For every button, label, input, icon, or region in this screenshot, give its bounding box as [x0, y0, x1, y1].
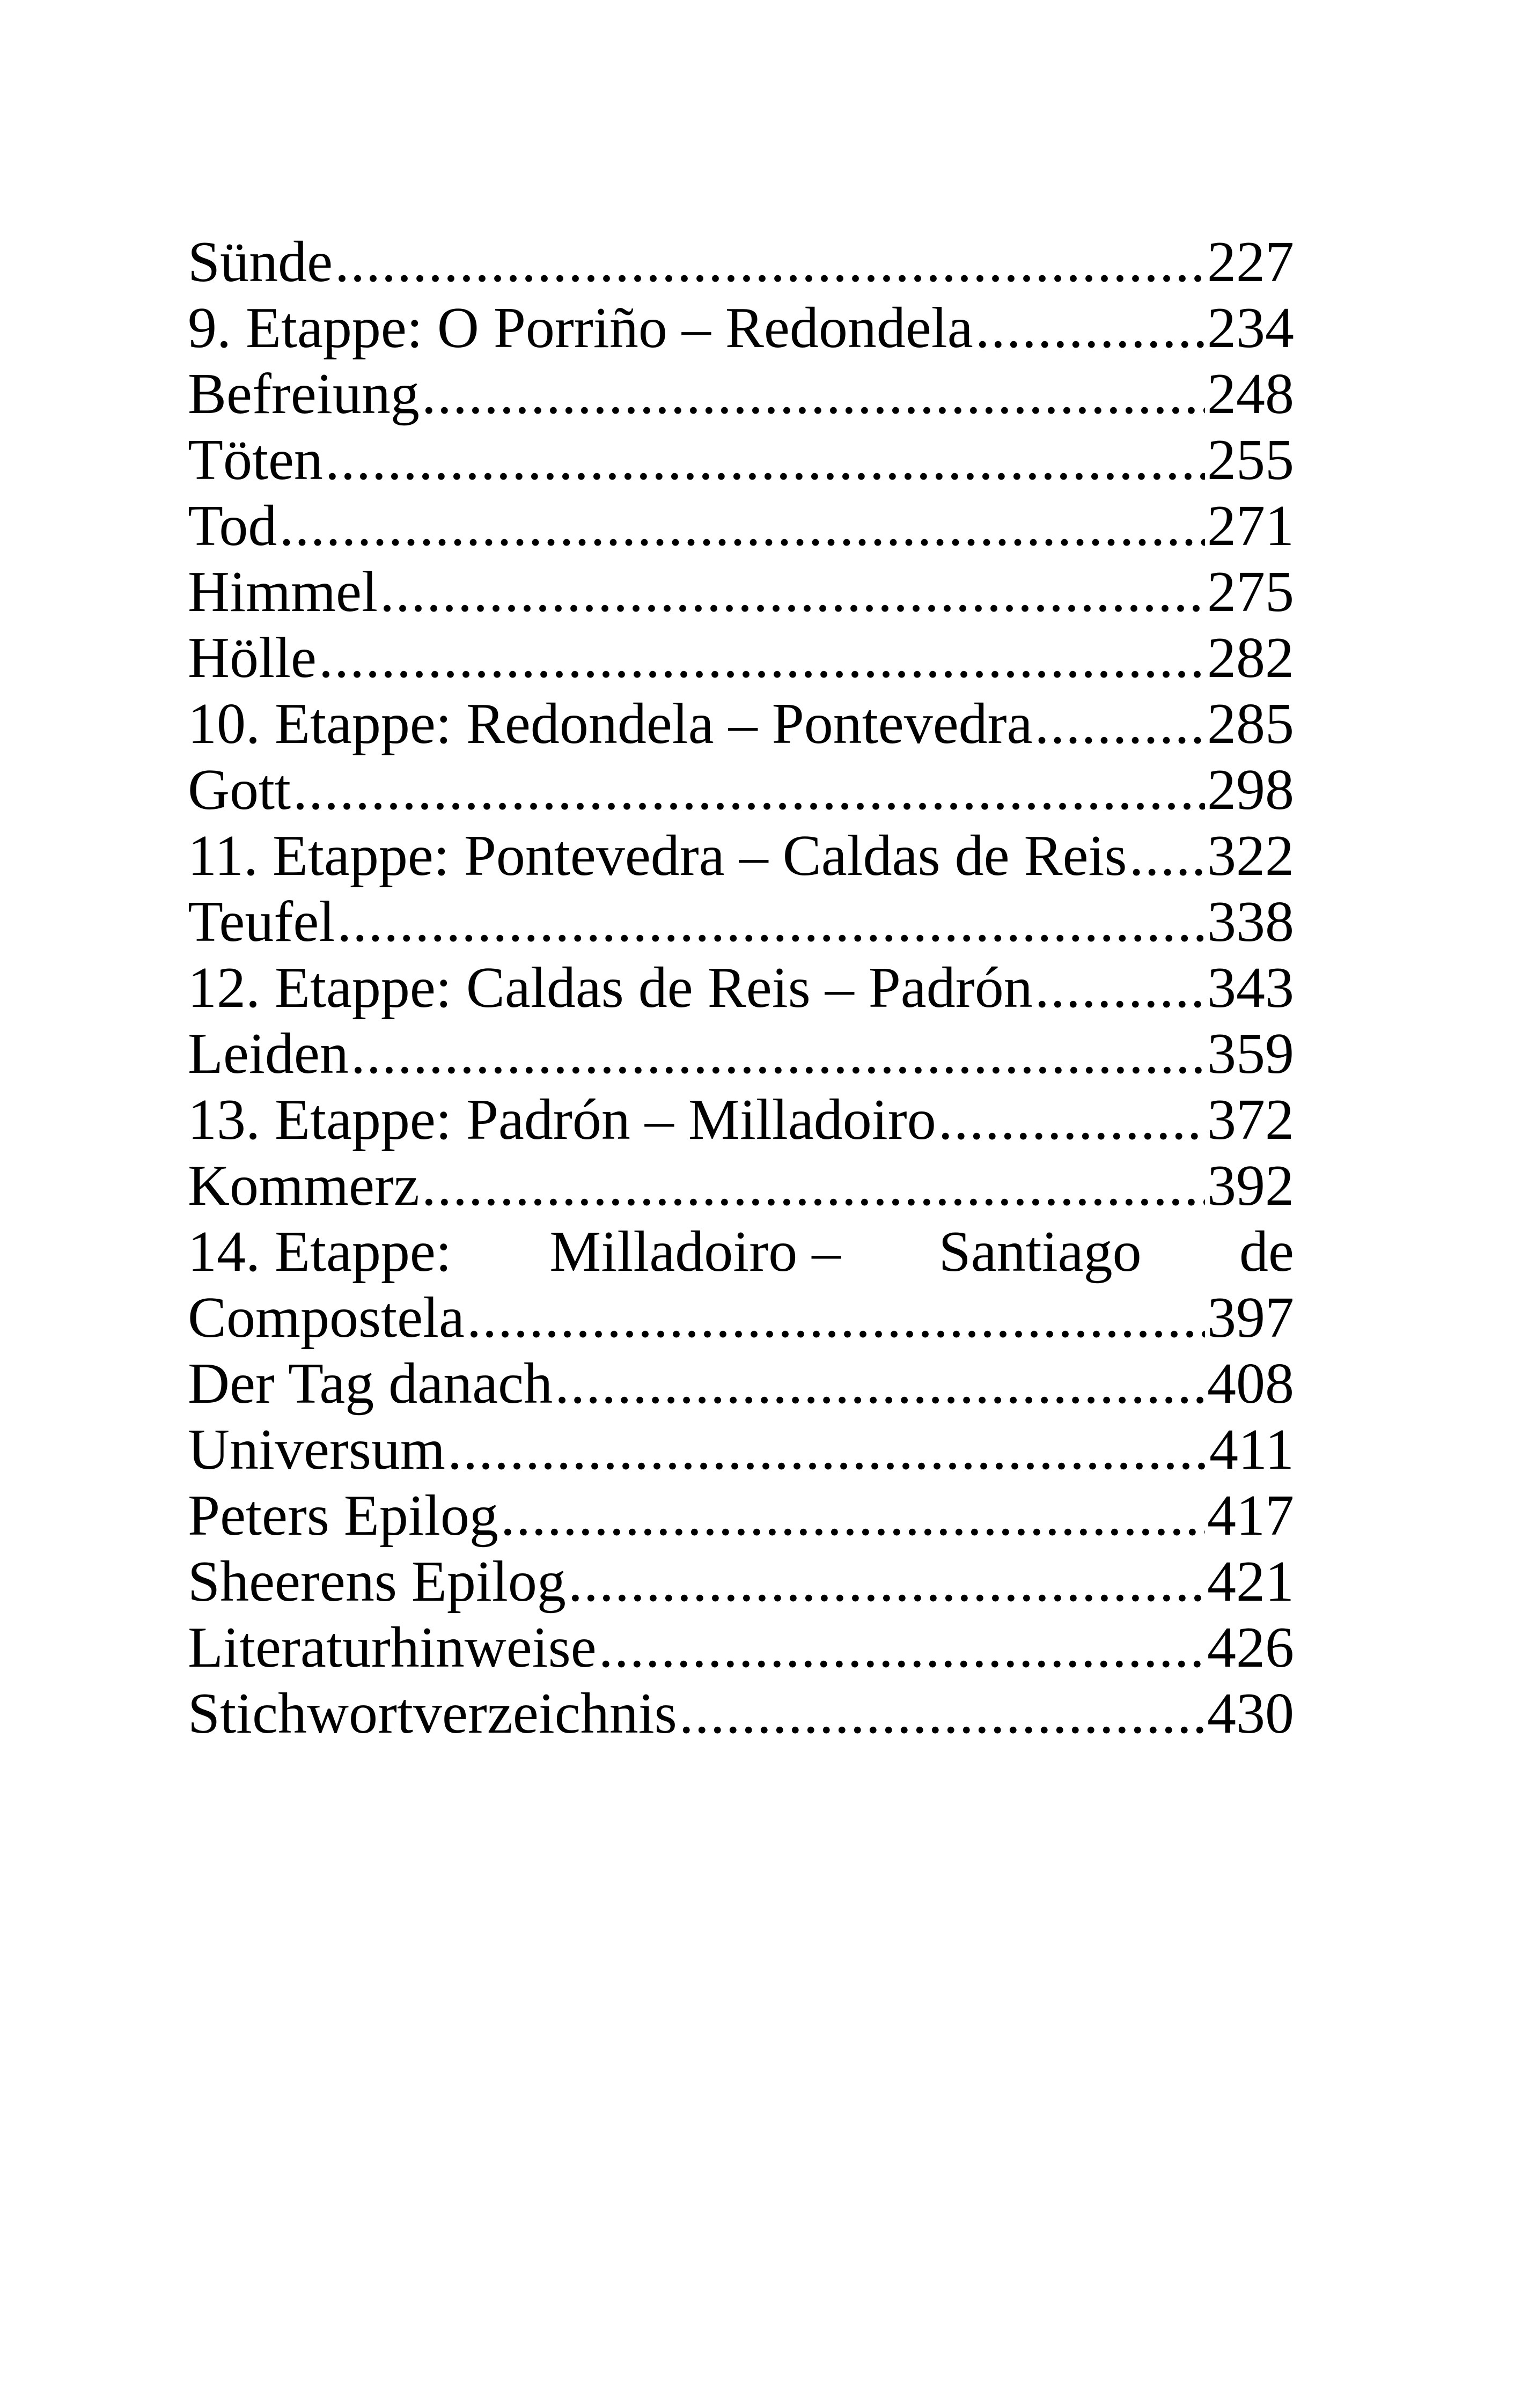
toc-entry — [188, 1087, 1294, 1153]
toc-leader-dots — [422, 1153, 1205, 1219]
toc-entry — [188, 1021, 1294, 1087]
toc-leader-dots — [599, 1615, 1205, 1681]
toc-entry-title: Der Tag danach — [188, 1352, 553, 1416]
toc-entry-page: 255 — [1207, 428, 1294, 492]
toc-entry-title: 9. Etappe: O Porriño – Redondela — [188, 296, 973, 360]
toc-entry-title: Universum — [188, 1418, 445, 1482]
toc-entry — [188, 1351, 1294, 1417]
toc-entry-word: Milladoiro – — [549, 1220, 841, 1284]
toc-entry-page: 411 — [1209, 1418, 1294, 1482]
toc-leader-dots — [501, 1483, 1205, 1549]
toc-entry-page: 322 — [1207, 824, 1294, 888]
toc-leader-dots — [279, 493, 1205, 559]
toc-entry-title: Teufel — [188, 890, 335, 954]
toc-entry-page: 234 — [1207, 296, 1294, 360]
toc-entry — [188, 823, 1294, 889]
toc-entry — [188, 229, 1294, 295]
toc-leader-dots — [351, 1021, 1205, 1087]
toc-leader-dots — [568, 1549, 1205, 1615]
toc-entry — [188, 1417, 1294, 1483]
toc-entry-page: 421 — [1207, 1550, 1294, 1614]
toc-entry-page: 343 — [1207, 956, 1294, 1020]
toc-entry-page: 397 — [1207, 1286, 1294, 1350]
toc-entry-page: 298 — [1207, 758, 1294, 822]
toc-entry-title: Sheerens Epilog — [188, 1550, 566, 1614]
toc-entry — [188, 889, 1294, 955]
table-of-contents — [188, 229, 1294, 1747]
toc-leader-dots — [975, 295, 1205, 361]
toc-leader-dots — [1035, 691, 1205, 757]
toc-entry-wrapped-line — [188, 1219, 1294, 1285]
toc-leader-dots — [337, 889, 1205, 955]
toc-entry-title: Töten — [188, 428, 323, 492]
toc-entry-page: 338 — [1207, 890, 1294, 954]
toc-entry-title: 12. Etappe: Caldas de Reis – Padrón — [188, 956, 1033, 1020]
toc-leader-dots — [335, 229, 1205, 295]
toc-entry-title: Gott — [188, 758, 291, 822]
toc-entry — [188, 955, 1294, 1021]
toc-entry-page: 285 — [1207, 692, 1294, 756]
toc-entry-title: Sünde — [188, 230, 333, 294]
toc-entry — [188, 1615, 1294, 1681]
toc-leader-dots — [938, 1087, 1205, 1153]
toc-entry-page: 282 — [1207, 626, 1294, 690]
toc-leader-dots — [293, 757, 1205, 823]
toc-entry-page: 417 — [1207, 1484, 1294, 1548]
toc-entry — [188, 1549, 1294, 1615]
toc-leader-dots — [1129, 823, 1205, 889]
toc-leader-dots — [467, 1285, 1205, 1351]
toc-entry-page: 426 — [1207, 1616, 1294, 1680]
toc-leader-dots — [679, 1681, 1205, 1747]
toc-entry-page: 248 — [1207, 362, 1294, 426]
toc-entry-word: de — [1239, 1220, 1294, 1284]
toc-entry — [188, 493, 1294, 559]
toc-entry-title: Hölle — [188, 626, 317, 690]
toc-entry-page: 359 — [1207, 1022, 1294, 1086]
toc-leader-dots — [555, 1351, 1205, 1417]
toc-leader-dots — [325, 427, 1205, 493]
toc-entry-page: 275 — [1207, 560, 1294, 624]
toc-entry-title: 13. Etappe: Padrón – Milladoiro — [188, 1088, 936, 1152]
toc-entry — [188, 625, 1294, 691]
toc-entry — [188, 427, 1294, 493]
toc-entry — [188, 757, 1294, 823]
toc-entry-title: Literaturhinweise — [188, 1616, 597, 1680]
toc-entry — [188, 1285, 1294, 1351]
toc-entry-title: Kommerz — [188, 1154, 420, 1218]
toc-leader-dots — [319, 625, 1205, 691]
toc-entry-title: 11. Etappe: Pontevedra – Caldas de Reis — [188, 824, 1127, 888]
toc-entry — [188, 295, 1294, 361]
toc-entry-title: Himmel — [188, 560, 378, 624]
toc-leader-dots — [447, 1417, 1207, 1483]
toc-entry-page: 392 — [1207, 1154, 1294, 1218]
toc-entry-word: Santiago — [938, 1220, 1142, 1284]
toc-entry-title: Peters Epilog — [188, 1484, 498, 1548]
toc-leader-dots — [380, 559, 1205, 625]
toc-entry-title: Compostela — [188, 1286, 465, 1350]
toc-entry-title: Stichwortverzeichnis — [188, 1682, 677, 1746]
toc-entry-page: 430 — [1207, 1682, 1294, 1746]
toc-entry — [188, 559, 1294, 625]
toc-entry — [188, 361, 1294, 427]
toc-entry-page: 271 — [1207, 494, 1294, 558]
toc-entry-page: 372 — [1207, 1088, 1294, 1152]
toc-entry — [188, 1681, 1294, 1747]
toc-entry-page: 408 — [1207, 1352, 1294, 1416]
toc-entry-title: 10. Etappe: Redondela – Pontevedra — [188, 692, 1033, 756]
toc-entry — [188, 1483, 1294, 1549]
toc-entry-title: Leiden — [188, 1022, 349, 1086]
toc-entry — [188, 691, 1294, 757]
toc-entry-title: Befreiung — [188, 362, 420, 426]
toc-entry-page: 227 — [1207, 230, 1294, 294]
toc-entry-word: 14. Etappe: — [188, 1220, 452, 1284]
toc-leader-dots — [1035, 955, 1205, 1021]
toc-entry — [188, 1153, 1294, 1219]
toc-entry-title: Tod — [188, 494, 277, 558]
toc-leader-dots — [422, 361, 1205, 427]
